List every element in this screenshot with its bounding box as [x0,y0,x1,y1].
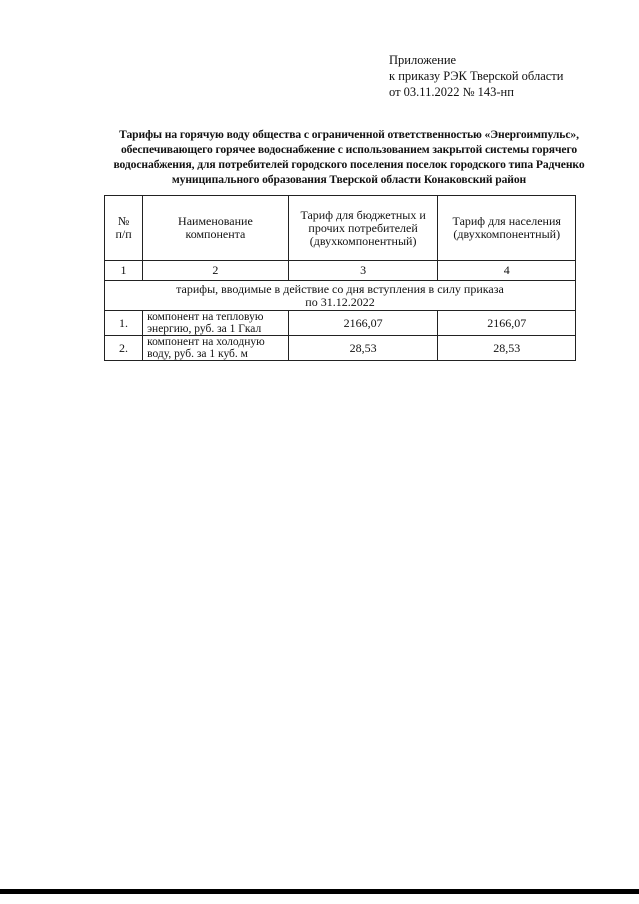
table-row [105,336,576,361]
section-caption: тарифы, вводимые в действие со дня вступления в силу приказа по 31.12.2022 [105,281,576,311]
header-budget-tariff: Тариф для бюджетных и прочих потребителей (двухкомпонентный) [288,196,438,261]
header-number: № п/п [105,196,143,261]
row-number: 2. [105,336,143,361]
row-number: 1. [105,311,143,336]
row-population-tariff: 2166,07 [438,311,576,336]
scan-bottom-border [0,889,639,894]
appendix-order-date: от 03.11.2022 № 143-нп [389,85,514,99]
section-row [105,281,576,311]
row-population-tariff: 28,53 [438,336,576,361]
table-header-row [105,196,576,261]
appendix-block [389,52,563,100]
table-row [105,311,576,336]
column-number: 4 [438,261,576,281]
row-budget-tariff: 2166,07 [288,311,438,336]
title-line-4: муниципального образования Тверской области Конаковский район [171,173,527,186]
tariff-table [104,195,576,361]
column-number: 3 [288,261,438,281]
title-line-3: водоснабжения, для потребителей городского поселения поселок городского типа Радченко [113,158,585,171]
row-component-name: компонент на холодную воду, руб. за 1 куб. м [143,336,289,361]
title-line-1: Тарифы на горячую воду общества с ограниченной ответственностью «Энергоимпульс», [119,128,579,141]
appendix-label: Приложение [389,53,457,67]
appendix-order-ref: к приказу РЭК Тверской области [389,69,564,83]
column-number-row [105,261,576,281]
title-line-2: обеспечивающего горячее водоснабжение с использованием закрытой системы горячего [120,143,578,156]
column-number: 2 [143,261,289,281]
header-population-tariff: Тариф для населения (двухкомпонентный) [438,196,576,261]
header-component-name: Наименование компонента [143,196,289,261]
document-title [60,127,638,187]
row-budget-tariff: 28,53 [288,336,438,361]
row-component-name: компонент на тепловую энергию, руб. за 1 Гкал [143,311,289,336]
column-number: 1 [105,261,143,281]
